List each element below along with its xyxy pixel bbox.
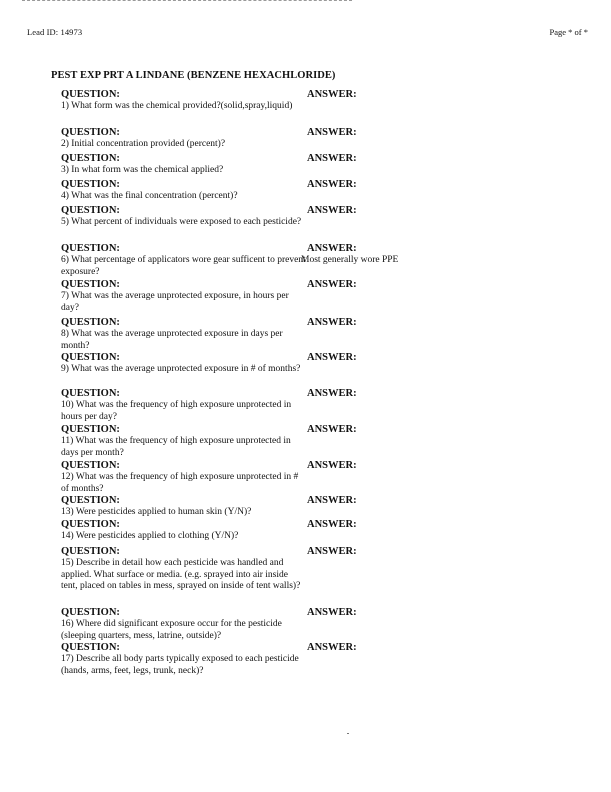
question-item-16 xyxy=(61,607,581,642)
question-item-3 xyxy=(61,153,581,179)
question-item-8 xyxy=(61,317,581,352)
question-item-1 xyxy=(61,89,581,127)
question-label: QUESTION: xyxy=(61,388,120,399)
question-item-4 xyxy=(61,179,581,205)
question-text: 6) What percentage of applicators wore gear sufficent to prevent exposure? xyxy=(61,255,306,277)
question-text: 8) What was the average unprotected exposure in days per month? xyxy=(61,329,283,351)
question-text: 15) Describe in detail how each pesticide was handled and applied. What surface or media. (e.g. sprayed into air inside tent, placed on tables in mess, sprayed on inside of tent walls)? xyxy=(61,558,301,591)
question-item-6 xyxy=(61,243,581,279)
question-list xyxy=(61,89,581,680)
question-text: 10) What was the frequency of high exposure unprotected in hours per day? xyxy=(61,400,292,422)
question-text: 17) Describe all body parts typically exposed to each pesticide (hands, arms, feet, legs, trunk, neck)? xyxy=(61,654,299,676)
question-item-17 xyxy=(61,642,581,680)
answer-label: ANSWER: xyxy=(307,279,357,290)
answer-value: Most generally wore PPE xyxy=(301,255,399,265)
answer-label: ANSWER: xyxy=(307,205,357,216)
question-item-13 xyxy=(61,495,581,519)
question-label: QUESTION: xyxy=(61,127,120,138)
question-text: 16) Where did significant exposure occur for the pesticide (sleeping quarters, mess, latrine, outside)? xyxy=(61,619,282,641)
question-text: 13) Were pesticides applied to human skin (Y/N)? xyxy=(61,507,252,517)
question-item-5 xyxy=(61,205,581,243)
question-label: QUESTION: xyxy=(61,546,120,557)
lead-id: Lead ID: 14973 xyxy=(27,27,83,37)
question-label: QUESTION: xyxy=(61,317,120,328)
question-item-10 xyxy=(61,388,581,424)
question-label: QUESTION: xyxy=(61,205,120,216)
answer-label: ANSWER: xyxy=(307,546,357,557)
answer-label: ANSWER: xyxy=(307,495,357,506)
question-text: 4) What was the final concentration (percent)? xyxy=(61,191,238,201)
answer-label: ANSWER: xyxy=(307,89,357,100)
question-text: 9) What was the average unprotected exposure in # of months? xyxy=(61,364,301,374)
page-number: Page * of * xyxy=(549,27,588,37)
question-label: QUESTION: xyxy=(61,179,120,190)
question-item-7 xyxy=(61,279,581,317)
answer-label: ANSWER: xyxy=(307,317,357,328)
question-text: 1) What form was the chemical provided?(solid,spray,liquid) xyxy=(61,101,293,111)
question-label: QUESTION: xyxy=(61,607,120,618)
question-label: QUESTION: xyxy=(61,519,120,530)
answer-label: ANSWER: xyxy=(307,642,357,653)
question-item-11 xyxy=(61,424,581,460)
question-item-2 xyxy=(61,127,581,153)
answer-label: ANSWER: xyxy=(307,179,357,190)
answer-label: ANSWER: xyxy=(307,607,357,618)
question-label: QUESTION: xyxy=(61,243,120,254)
page-title: PEST EXP PRT A LINDANE (BENZENE HEXACHLORIDE) xyxy=(51,70,336,81)
answer-label: ANSWER: xyxy=(307,352,357,363)
answer-label: ANSWER: xyxy=(307,460,357,471)
question-label: QUESTION: xyxy=(61,279,120,290)
question-item-9 xyxy=(61,352,581,388)
question-item-14 xyxy=(61,519,581,546)
question-label: QUESTION: xyxy=(61,352,120,363)
question-text: 7) What was the average unprotected exposure, in hours per day? xyxy=(61,291,289,313)
answer-label: ANSWER: xyxy=(307,388,357,399)
question-label: QUESTION: xyxy=(61,89,120,100)
answer-label: ANSWER: xyxy=(307,243,357,254)
answer-label: ANSWER: xyxy=(307,127,357,138)
question-text: 12) What was the frequency of high exposure unprotected in # of months? xyxy=(61,472,299,494)
question-item-15 xyxy=(61,546,581,607)
answer-label: ANSWER: xyxy=(307,153,357,164)
question-text: 5) What percent of individuals were exposed to each pesticide? xyxy=(61,217,302,227)
question-text: 11) What was the frequency of high exposure unprotected in days per month? xyxy=(61,436,291,458)
question-text: 3) In what form was the chemical applied? xyxy=(61,165,224,175)
scan-top-rule xyxy=(22,0,352,2)
answer-label: ANSWER: xyxy=(307,519,357,530)
question-label: QUESTION: xyxy=(61,642,120,653)
answer-label: ANSWER: xyxy=(307,424,357,435)
question-label: QUESTION: xyxy=(61,495,120,506)
question-text: 14) Were pesticides applied to clothing (Y/N)? xyxy=(61,531,239,541)
question-text: 2) Initial concentration provided (percent)? xyxy=(61,139,226,149)
question-item-12 xyxy=(61,460,581,495)
scan-speck xyxy=(347,733,349,734)
question-label: QUESTION: xyxy=(61,424,120,435)
question-label: QUESTION: xyxy=(61,153,120,164)
question-label: QUESTION: xyxy=(61,460,120,471)
